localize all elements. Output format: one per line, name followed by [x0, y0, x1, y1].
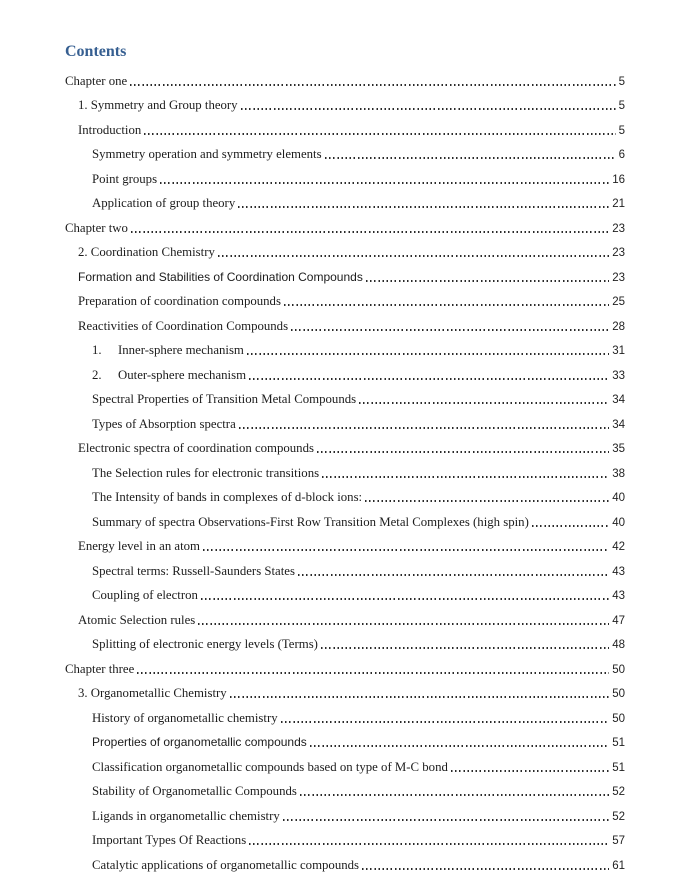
toc-entry[interactable]	[65, 188, 625, 213]
toc-entry-page-number: 5	[618, 75, 625, 88]
toc-entry[interactable]	[65, 849, 625, 874]
toc-entry-label: Chapter one	[65, 73, 128, 88]
dot-leader	[283, 819, 609, 821]
toc-entry-label: Preparation of coordination compounds	[78, 294, 281, 308]
toc-entry[interactable]	[65, 139, 625, 164]
toc-entry[interactable]	[65, 212, 625, 237]
dot-leader	[366, 280, 609, 282]
toc-entry-label: Types of Absorption spectra	[92, 416, 236, 431]
toc-entry[interactable]	[65, 751, 625, 776]
toc-entry[interactable]	[65, 286, 625, 311]
toc-entry-number: 1.	[92, 343, 102, 357]
toc-entry[interactable]	[65, 261, 625, 286]
toc-entry-page-number: 21	[612, 198, 625, 210]
toc-entry[interactable]	[65, 114, 625, 139]
toc-entry-label: Important Types Of Reactions	[92, 833, 247, 847]
toc-entry-label: Formation and Stabilities of Coordination Compounds	[78, 269, 363, 284]
toc-entry-page-number: 35	[612, 443, 625, 455]
dot-leader	[247, 353, 609, 355]
toc-entry[interactable]	[65, 531, 625, 556]
dot-leader	[322, 476, 609, 478]
toc-entry-label: Properties of organometallic compounds	[92, 735, 307, 749]
toc-entry-page-number: 43	[612, 590, 625, 602]
toc-entry[interactable]	[65, 90, 625, 115]
toc-entry-label: Summary of spectra Observations-First Row Transition Metal Complexes (high spin)	[92, 514, 529, 529]
toc-entry-label: Stability of Organometallic Compounds	[92, 784, 297, 798]
toc-entry[interactable]	[65, 384, 625, 409]
toc-entry-page-number: 40	[612, 516, 625, 529]
dot-leader	[451, 770, 609, 772]
toc-entry-page-number: 31	[612, 345, 625, 357]
toc-entry-label: Classification organometallic compounds based on type of M-C bond	[92, 759, 448, 774]
dot-leader	[230, 696, 610, 698]
toc-entry[interactable]	[65, 359, 625, 384]
dot-leader	[317, 451, 609, 453]
toc-entry-page-number: 50	[612, 663, 625, 676]
toc-entry-label: 1. Symmetry and Group theory	[78, 98, 238, 112]
dot-leader	[298, 574, 609, 576]
toc-entry[interactable]	[65, 604, 625, 629]
toc-entry-page-number: 48	[612, 639, 625, 651]
dot-leader	[201, 598, 609, 600]
toc-entry-label: The Selection rules for electronic transitions	[92, 465, 320, 480]
toc-entry-label: Atomic Selection rules	[78, 612, 196, 627]
toc-entry[interactable]	[65, 776, 625, 801]
dot-leader	[144, 133, 615, 135]
dot-leader	[249, 378, 609, 380]
toc-entry-label: Introduction	[78, 122, 142, 137]
toc-entry-page-number: 52	[612, 810, 625, 823]
dot-leader	[249, 843, 609, 845]
dot-leader	[137, 672, 609, 674]
toc-entry-page-number: 5	[618, 100, 625, 112]
toc-entry-label: Splitting of electronic energy levels (Terms)	[92, 637, 318, 651]
toc-entry-label: History of organometallic chemistry	[92, 710, 278, 725]
dot-leader	[238, 206, 609, 208]
toc-entry-label: Chapter three	[65, 661, 135, 676]
dot-leader	[198, 623, 609, 625]
toc-entry-label: Inner-sphere mechanism	[118, 343, 244, 357]
toc-entry[interactable]	[65, 506, 625, 531]
toc-entry-page-number: 5	[618, 124, 625, 137]
toc-entry[interactable]	[65, 580, 625, 605]
toc-entry-label: The Intensity of bands in complexes of d-block ions:	[92, 490, 363, 504]
dot-leader	[284, 304, 609, 306]
toc-entry[interactable]	[65, 800, 625, 825]
toc-entry[interactable]	[65, 237, 625, 262]
toc-entry-page-number: 23	[612, 271, 625, 284]
toc-entry-label: Reactivities of Coordination Compounds	[78, 318, 289, 333]
toc-entry-label: Chapter two	[65, 220, 128, 235]
toc-entry-page-number: 50	[612, 712, 625, 725]
table-of-contents	[65, 65, 625, 874]
toc-entry-page-number: 34	[612, 418, 625, 431]
toc-entry[interactable]	[65, 163, 625, 188]
toc-entry[interactable]	[65, 678, 625, 703]
dot-leader	[362, 868, 609, 870]
toc-entry[interactable]	[65, 629, 625, 654]
toc-entry[interactable]	[65, 555, 625, 580]
toc-entry[interactable]	[65, 433, 625, 458]
toc-entry-page-number: 57	[612, 835, 625, 847]
toc-entry-label: Energy level in an atom	[78, 539, 201, 553]
toc-entry-page-number: 6	[618, 149, 625, 161]
toc-entry-label: 2. Coordination Chemistry	[78, 245, 215, 259]
dot-leader	[241, 108, 616, 110]
toc-entry-label: Coupling of electron	[92, 588, 198, 602]
dot-leader	[291, 329, 609, 331]
dot-leader	[281, 721, 610, 723]
toc-entry-page-number: 50	[612, 688, 625, 700]
toc-entry[interactable]	[65, 482, 625, 507]
toc-entry[interactable]	[65, 653, 625, 678]
toc-entry-label: Electronic spectra of coordination compounds	[78, 441, 314, 455]
toc-entry-page-number: 25	[612, 296, 625, 308]
toc-entry-page-number: 40	[612, 492, 625, 504]
dot-leader	[203, 549, 609, 551]
toc-entry-label: 3. Organometallic Chemistry	[78, 686, 227, 700]
toc-entry-page-number: 16	[612, 173, 625, 186]
toc-entry-page-number: 23	[612, 222, 625, 235]
toc-entry-label: Ligands in organometallic chemistry	[92, 808, 280, 823]
dot-leader	[310, 745, 609, 747]
dot-leader	[321, 647, 609, 649]
dot-leader	[532, 525, 609, 527]
toc-entry-page-number: 34	[612, 394, 625, 406]
toc-entry-label: Catalytic applications of organometallic compounds	[92, 857, 360, 872]
toc-entry-page-number: 38	[612, 467, 625, 480]
dot-leader	[130, 84, 615, 86]
toc-entry-label: Point groups	[92, 171, 158, 186]
toc-entry-page-number: 52	[612, 786, 625, 798]
dot-leader	[131, 231, 609, 233]
toc-entry-page-number: 28	[612, 320, 625, 333]
dot-leader	[325, 157, 616, 159]
toc-entry-page-number: 23	[612, 247, 625, 259]
toc-entry[interactable]	[65, 702, 625, 727]
toc-entry-number: 2.	[92, 367, 102, 382]
toc-entry[interactable]	[65, 457, 625, 482]
toc-entry-page-number: 51	[612, 761, 625, 774]
toc-entry[interactable]	[65, 65, 625, 90]
toc-entry[interactable]	[65, 825, 625, 850]
toc-entry-label: Spectral Properties of Transition Metal Compounds	[92, 392, 357, 406]
contents-heading: Contents	[65, 43, 127, 60]
toc-entry-page-number: 47	[612, 614, 625, 627]
toc-entry-label: Spectral terms: Russell-Saunders States	[92, 563, 295, 578]
toc-entry-page-number: 51	[612, 737, 625, 749]
toc-entry-page-number: 43	[612, 565, 625, 578]
dot-leader	[218, 255, 609, 257]
dot-leader	[160, 182, 609, 184]
toc-entry-page-number: 33	[612, 369, 625, 382]
toc-entry[interactable]	[65, 310, 625, 335]
dot-leader	[239, 427, 609, 429]
toc-entry-label: Outer-sphere mechanism	[118, 367, 247, 382]
toc-entry[interactable]	[65, 408, 625, 433]
dot-leader	[359, 402, 609, 404]
toc-entry-label: Symmetry operation and symmetry elements	[92, 147, 322, 161]
dot-leader	[300, 794, 609, 796]
toc-entry-page-number: 61	[612, 859, 625, 872]
toc-entry-label: Application of group theory	[92, 196, 236, 210]
toc-entry[interactable]	[65, 335, 625, 360]
toc-entry-page-number: 42	[612, 541, 625, 553]
toc-entry[interactable]	[65, 727, 625, 752]
dot-leader	[365, 500, 609, 502]
